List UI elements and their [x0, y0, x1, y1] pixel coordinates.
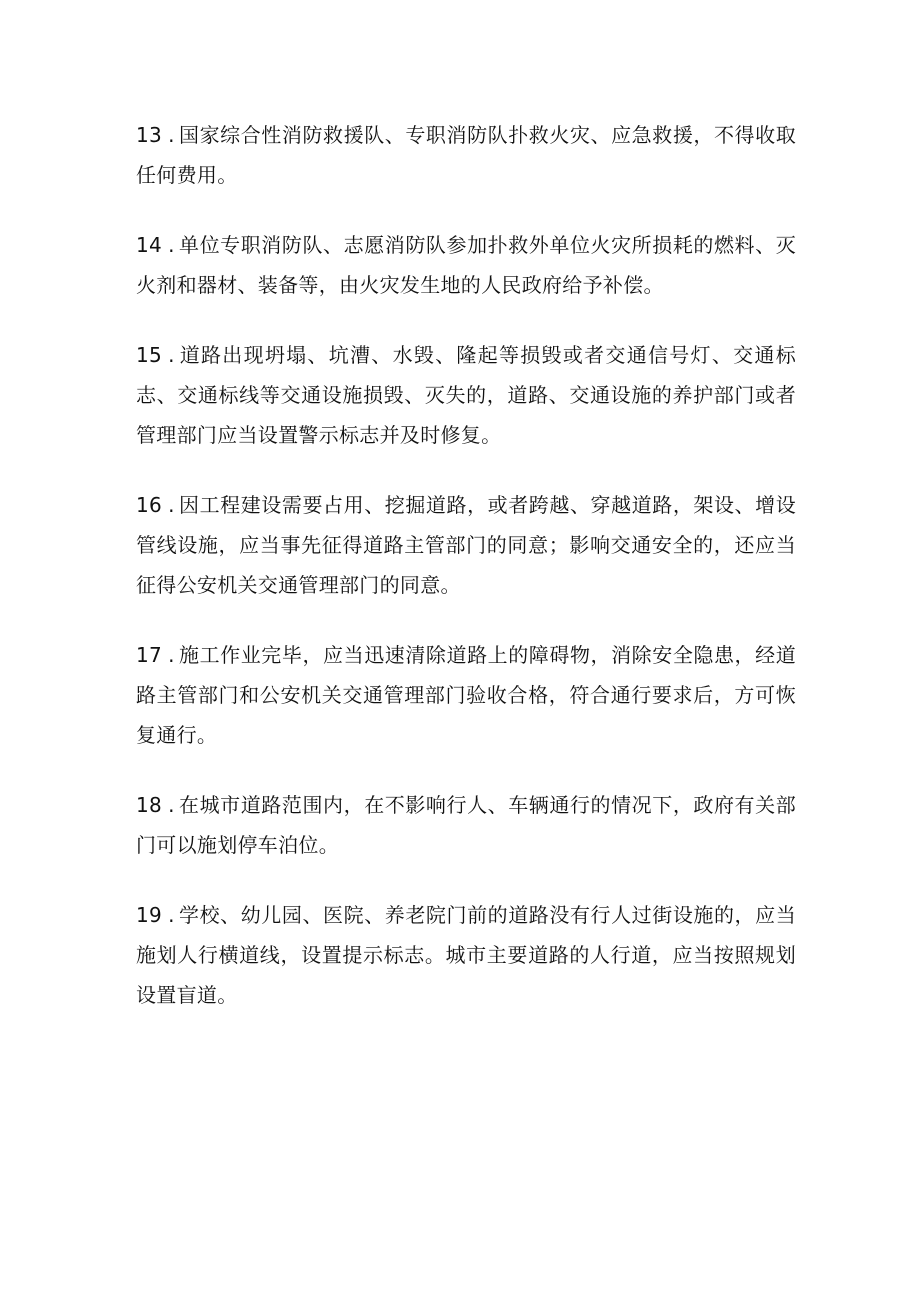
- item-text: 施工作业完毕，应当迅速清除道路上的障碍物，消除安全隐患，经道路主管部门和公安机关交通管理部门验收合格，符合通行要求后，方可恢复通行。: [136, 643, 796, 747]
- item-text: 在城市道路范围内，在不影响行人、车辆通行的情况下，政府有关部门可以施划停车泊位。: [136, 793, 796, 857]
- item-separator: .: [168, 233, 175, 257]
- item-separator: .: [168, 343, 175, 367]
- item-text: 道路出现坍塌、坑漕、水毁、隆起等损毁或者交通信号灯、交通标志、交通标线等交通设施损毁、灭失的，道路、交通设施的养护部门或者管理部门应当设置警示标志并及时修复。: [136, 343, 796, 447]
- list-item: [136, 895, 796, 1015]
- item-number: 16: [136, 493, 163, 517]
- item-list: [136, 115, 796, 1045]
- list-item: [136, 225, 796, 305]
- item-separator: .: [168, 793, 175, 817]
- list-item: [136, 635, 796, 755]
- list-item: [136, 335, 796, 455]
- item-number: 15: [136, 343, 163, 367]
- item-number: 17: [136, 643, 163, 667]
- item-text: 因工程建设需要占用、挖掘道路，或者跨越、穿越道路，架设、增设管线设施，应当事先征得道路主管部门的同意；影响交通安全的，还应当征得公安机关交通管理部门的同意。: [136, 493, 796, 597]
- item-number: 19: [136, 903, 163, 927]
- item-text: 国家综合性消防救援队、专职消防队扑救火灾、应急救援，不得收取任何费用。: [136, 123, 796, 187]
- item-number: 13: [136, 123, 163, 147]
- item-separator: .: [168, 643, 175, 667]
- item-separator: .: [168, 493, 175, 517]
- item-separator: .: [168, 123, 175, 147]
- list-item: [136, 115, 796, 195]
- list-item: [136, 785, 796, 865]
- item-text: 单位专职消防队、志愿消防队参加扑救外单位火灾所损耗的燃料、灭火剂和器材、装备等，由火灾发生地的人民政府给予补偿。: [136, 233, 796, 297]
- item-separator: .: [168, 903, 175, 927]
- list-item: [136, 485, 796, 605]
- item-text: 学校、幼儿园、医院、养老院门前的道路没有行人过街设施的，应当施划人行横道线，设置提示标志。城市主要道路的人行道，应当按照规划设置盲道。: [136, 903, 796, 1007]
- item-number: 14: [136, 233, 163, 257]
- item-number: 18: [136, 793, 163, 817]
